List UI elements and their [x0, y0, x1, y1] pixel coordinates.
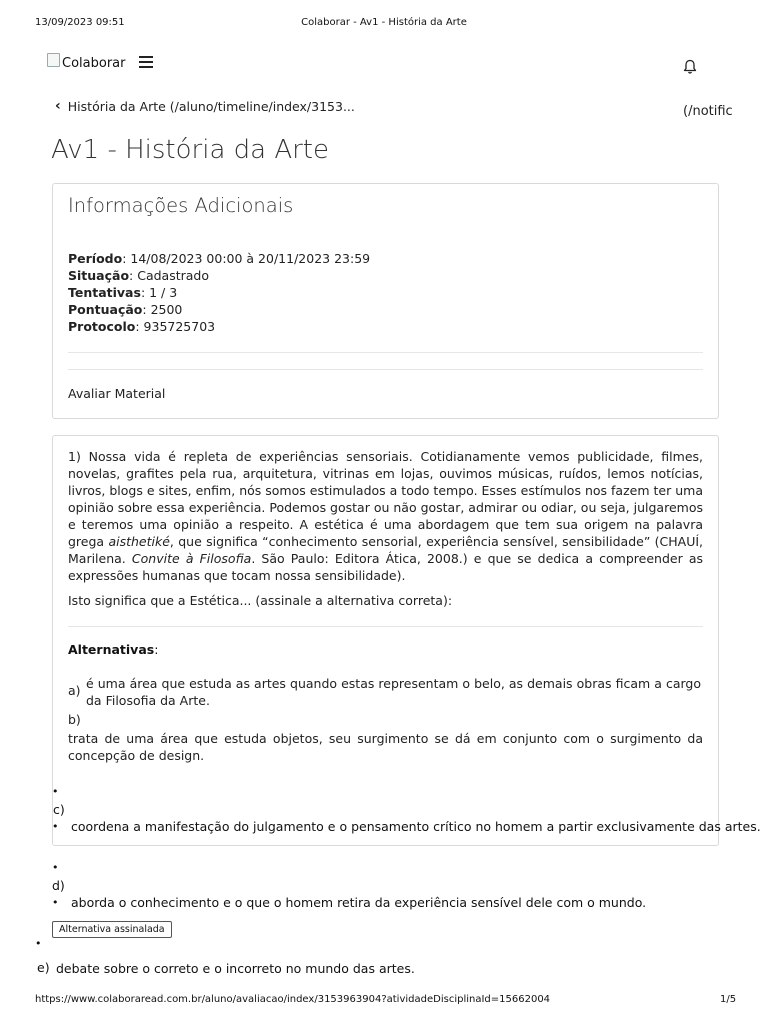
alternative-c-letter: c)	[53, 802, 65, 817]
alternative-e-text[interactable]: debate sobre o correto e o incorreto no mundo das artes.	[56, 961, 415, 976]
info-protocolo	[68, 318, 370, 335]
alternatives-heading-text: Alternativas	[68, 642, 155, 657]
bullet-icon: •	[52, 896, 59, 909]
question-text: , que significa “conhecimento sensorial, experiência sensível, sensibilidade” (CHAUÍ, Marilena.	[68, 534, 704, 566]
question-text: 1) Nossa vida é repleta de experiências sensoriais. Cotidianamente vemos publicidade, filmes, novelas, grafites pela rua, arquitetura, vitrinas em lojas, ouvimos músicas, ruídos, lemos notícias, livros, blogs e sites, enfim, nós somos estimulados a todo tempo. Esses estímulos nos fazem ter uma opinião sobre essa experiência. Podemos gostar ou não gostar, admirar ou odiar, ou seja, julgaremos e teremos uma opinião a respeito. A estética é uma abordagem que tem sua origem na palavra grega	[68, 449, 703, 549]
avaliar-material-link[interactable]: Avaliar Material	[68, 386, 166, 401]
question-text: . São Paulo: Editora Ática, 2008.) e que se dedica a compreender as expressões humanas que tocam nossa sensibilidade).	[68, 551, 704, 583]
bullet-icon: •	[52, 785, 59, 798]
alternative-a-letter: a)	[68, 683, 81, 698]
info-label: Período	[68, 251, 123, 266]
alternatives-heading-colon: :	[154, 642, 159, 657]
info-card	[52, 183, 719, 419]
chevron-left-icon: ‹	[55, 98, 61, 114]
breadcrumb[interactable]	[55, 98, 355, 114]
bullet-icon: •	[52, 820, 59, 833]
question-card	[52, 435, 719, 846]
bell-icon[interactable]	[683, 59, 697, 75]
divider	[68, 626, 703, 627]
broken-image-icon	[47, 53, 60, 67]
question-emphasis: aisthetiké	[108, 534, 170, 549]
info-value: : 935725703	[135, 319, 216, 334]
print-date: 13/09/2023 09:51	[35, 17, 125, 28]
info-heading: Informações Adicionais	[68, 194, 294, 217]
alternative-d-text[interactable]: aborda o conhecimento e o que o homem retira da experiência sensível dele com o mundo.	[71, 895, 647, 910]
info-label: Protocolo	[68, 319, 136, 334]
bullet-icon: •	[52, 861, 59, 874]
question-prompt: Isto significa que a Estética... (assinale a alternativa correta):	[68, 593, 453, 608]
bullet-icon: •	[35, 937, 42, 950]
info-pontuacao	[68, 301, 370, 318]
page-title: Av1 - História da Arte	[51, 135, 330, 165]
alternative-c-text[interactable]: coordena a manifestação do julgamento e o pensamento crítico no homem a partir exclusivamente das artes.	[71, 819, 761, 834]
logo-alt-text: Colaborar	[62, 56, 126, 71]
alternatives-heading	[68, 642, 158, 657]
info-periodo	[68, 250, 370, 267]
alternative-b-letter: b)	[68, 712, 81, 727]
selected-alternative-badge: Alternativa assinalada	[52, 921, 172, 938]
info-value: : 14/08/2023 00:00 à 20/11/2023 23:59	[122, 251, 371, 266]
divider	[68, 369, 703, 370]
info-value: : 2500	[142, 302, 183, 317]
colaborar-logo[interactable]	[47, 56, 125, 71]
info-situacao	[68, 267, 370, 284]
print-page-number: 1/5	[720, 994, 737, 1005]
info-label: Pontuação	[68, 302, 143, 317]
info-label: Situação	[68, 268, 130, 283]
alternative-d-letter: d)	[52, 878, 65, 893]
breadcrumb-link[interactable]: História da Arte (/aluno/timeline/index/3153...	[67, 98, 355, 114]
print-footer-url: https://www.colaboraread.com.br/aluno/avaliacao/index/3153963904?atividadeDisciplinaId=15662004	[35, 994, 551, 1005]
alternative-b-text[interactable]: trata de uma área que estuda objetos, seu surgimento se dá em conjunto com o surgimento da concepção de design.	[68, 731, 703, 763]
divider	[68, 352, 703, 353]
notifications-link[interactable]: (/notific	[683, 104, 733, 119]
print-page-title: Colaborar - Av1 - História da Arte	[301, 17, 467, 28]
hamburger-menu-icon[interactable]	[139, 56, 153, 70]
alternative-a-text[interactable]: é uma área que estuda as artes quando estas representam o belo, as demais obras ficam a cargo da Filosofia da Arte.	[86, 676, 701, 708]
question-statement	[68, 448, 703, 584]
question-emphasis: Convite à Filosofia	[131, 551, 252, 566]
info-tentativas	[68, 284, 370, 301]
info-value: : Cadastrado	[129, 268, 209, 283]
alternative-e-letter: e)	[37, 960, 50, 975]
info-label: Tentativas	[68, 285, 141, 300]
info-value: : 1 / 3	[140, 285, 178, 300]
info-list	[68, 250, 370, 335]
